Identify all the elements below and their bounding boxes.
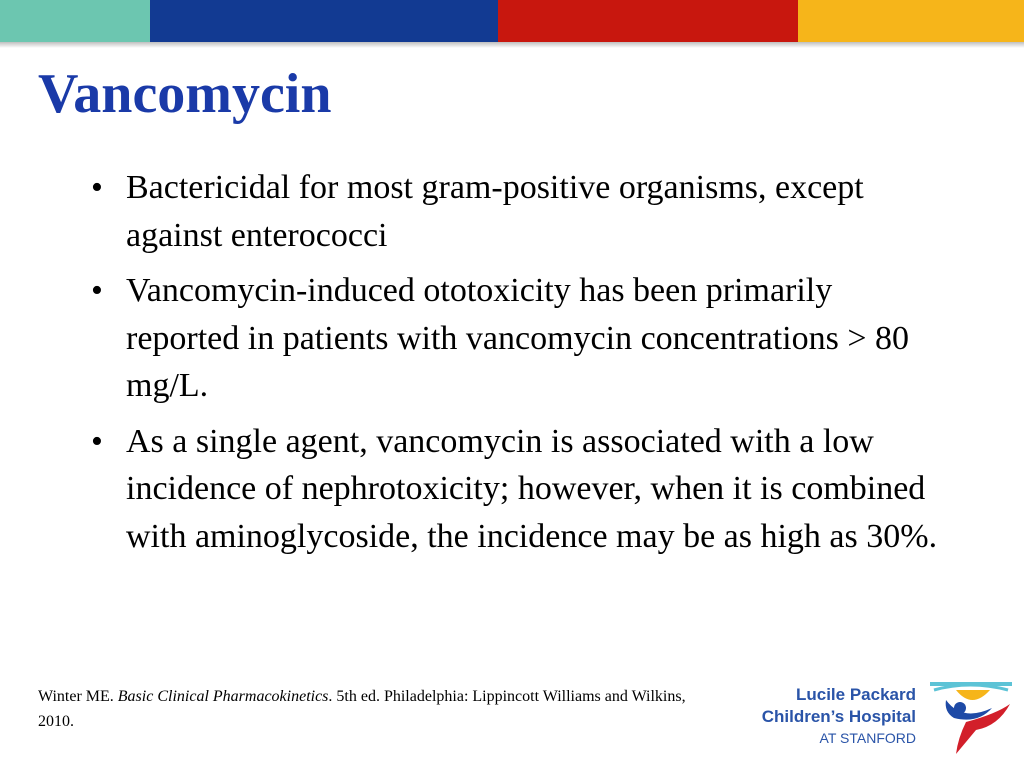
color-segment-teal [0, 0, 150, 42]
color-segment-yellow [798, 0, 1024, 42]
hospital-logo [754, 678, 1019, 758]
color-segment-blue [150, 0, 498, 42]
logo-line-1: Lucile Packard [795, 685, 916, 704]
bullet-icon: • [91, 272, 103, 309]
color-segment-red [498, 0, 798, 42]
logo-line-2: Children’s Hospital [761, 707, 916, 726]
bullet-text: As a single agent, vancomycin is associated with a low incidence of nephrotoxicity; however, when it is combined with aminoglycoside, the incidence may be as high as 30%. [126, 422, 938, 555]
bullet-list [82, 164, 952, 568]
slide-title: Vancomycin [38, 63, 332, 125]
logo-text [754, 684, 916, 748]
bullet-text: Bactericidal for most gram-positive organisms, except against enterococci [126, 169, 864, 254]
logo-line-3: AT STANFORD [819, 730, 916, 746]
bullet-item [82, 418, 952, 561]
citation-book-title: Basic Clinical Pharmacokinetics [117, 688, 329, 705]
bullet-item [82, 164, 952, 259]
citation-author: Winter ME. [38, 688, 118, 705]
citation [38, 684, 698, 734]
header-bar-shadow [0, 42, 1024, 48]
citation-details: . 5th ed. Philadelphia: Lippincott Williams and Wilkins, 2010. [38, 688, 686, 730]
bullet-icon: • [91, 422, 103, 460]
bullet-icon: • [91, 169, 103, 206]
bullet-item [82, 267, 952, 410]
bullet-text: Vancomycin-induced ototoxicity has been primarily reported in patients with vancomycin concentrations > 80 mg/L. [126, 272, 910, 404]
child-figure-logo-icon [926, 678, 1014, 758]
header-color-bar [0, 0, 1024, 42]
